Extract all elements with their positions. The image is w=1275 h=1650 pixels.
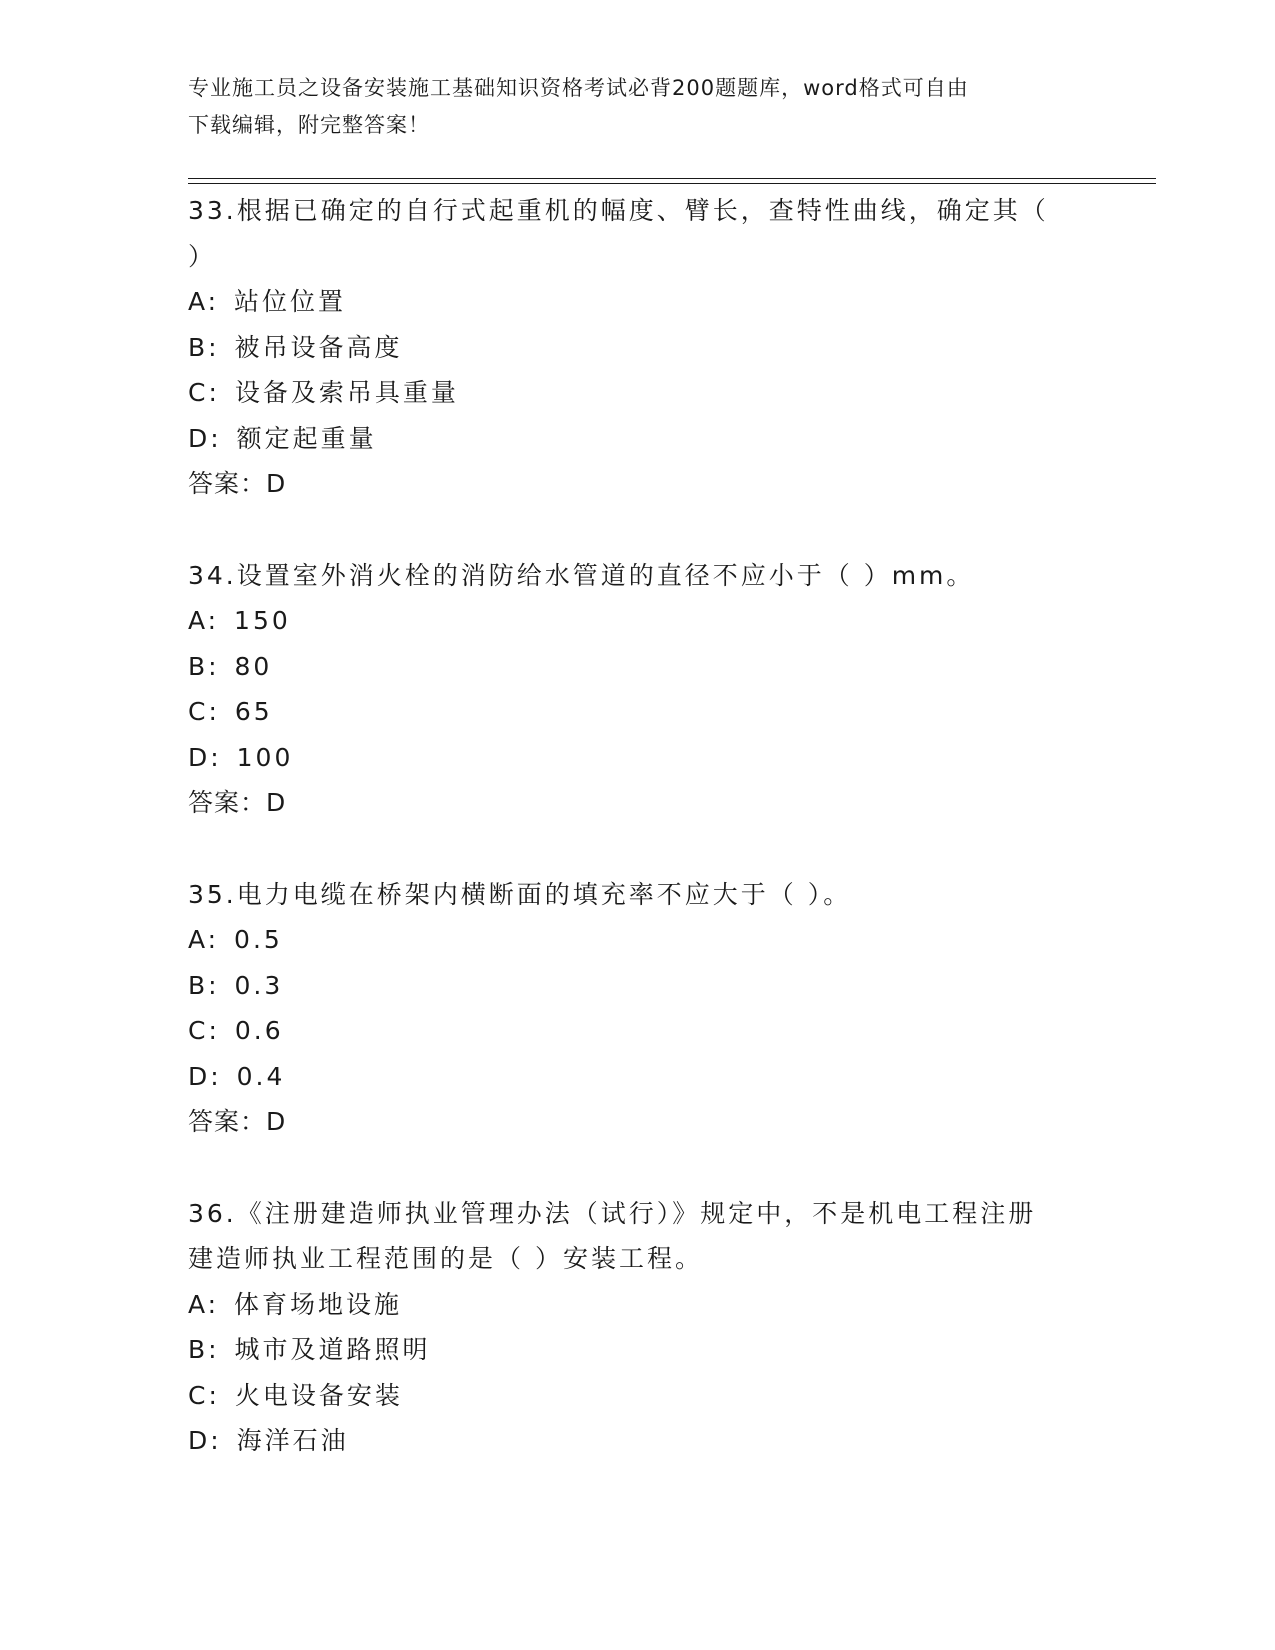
option-c [188, 370, 1088, 416]
option-letter: C: [188, 1016, 220, 1045]
option-text: 设备及索吊具重量 [234, 378, 459, 407]
answer-line: 答案：D [188, 469, 287, 498]
option-letter: B: [188, 1335, 220, 1364]
option-b [188, 644, 1088, 690]
header-line: 专业施工员之设备安装施工基础知识资格考试必背200题题库，word格式可自由 [188, 76, 969, 100]
option-d [188, 416, 1088, 462]
option-a [188, 917, 1088, 963]
question-36 [188, 1191, 1088, 1464]
question-list [188, 188, 1088, 1510]
question-stem: ） [188, 241, 217, 271]
answer-line: 答案：D [188, 788, 287, 817]
question-stem: 34.设置室外消火栓的消防给水管道的直径不应小于（ ）mm。 [188, 560, 975, 590]
option-text: 100 [236, 742, 294, 772]
question-stem: 36.《注册建造师执业管理办法（试行）》规定中，不是机电工程注册 [188, 1198, 1037, 1228]
option-text: 150 [234, 606, 291, 635]
option-a [188, 279, 1088, 325]
option-letter: A: [188, 606, 220, 635]
option-letter: B: [188, 651, 220, 681]
option-c [188, 1373, 1088, 1419]
document-header [188, 70, 1068, 144]
question-stem: 33.根据已确定的自行式起重机的幅度、臂长，查特性曲线，确定其（ [188, 196, 1049, 225]
option-d [188, 735, 1088, 781]
option-text: 被吊设备高度 [234, 332, 403, 362]
option-letter: C: [188, 1380, 220, 1410]
option-text: 城市及道路照明 [234, 1335, 431, 1364]
header-divider-bottom [188, 183, 1156, 184]
option-text: 0.3 [234, 970, 284, 1000]
option-c [188, 1008, 1088, 1054]
option-d [188, 1418, 1088, 1464]
question-stem: 建造师执业工程范围的是（ ）安装工程。 [188, 1244, 703, 1273]
answer-line: 答案：D [188, 1107, 287, 1136]
option-d [188, 1054, 1088, 1100]
option-text: 额定起重量 [236, 423, 377, 453]
option-b [188, 1327, 1088, 1373]
option-text: 65 [234, 697, 273, 726]
option-letter: C: [188, 697, 220, 726]
option-b [188, 963, 1088, 1009]
option-a [188, 1282, 1088, 1328]
option-letter: D: [188, 1426, 222, 1455]
option-a [188, 598, 1088, 644]
option-letter: A: [188, 287, 220, 316]
option-text: 火电设备安装 [234, 1380, 403, 1410]
option-letter: A: [188, 1289, 220, 1319]
question-34 [188, 553, 1088, 826]
option-text: 0.6 [234, 1016, 284, 1045]
option-letter: B: [188, 970, 220, 1000]
header-line: 下载编辑，附完整答案！ [188, 113, 430, 137]
question-33 [188, 188, 1088, 507]
option-text: 0.4 [236, 1061, 286, 1091]
option-letter: A: [188, 925, 220, 954]
option-letter: D: [188, 423, 222, 453]
header-divider-top [188, 178, 1156, 179]
option-c [188, 689, 1088, 735]
option-text: 80 [234, 651, 273, 681]
option-text: 站位位置 [234, 287, 347, 316]
option-text: 0.5 [234, 925, 283, 954]
option-text: 体育场地设施 [234, 1289, 403, 1319]
option-letter: D: [188, 742, 222, 772]
option-letter: D: [188, 1061, 222, 1091]
question-35 [188, 872, 1088, 1145]
option-letter: B: [188, 332, 220, 362]
option-b [188, 325, 1088, 371]
question-stem: 35.电力电缆在桥架内横断面的填充率不应大于（ ）。 [188, 879, 852, 909]
option-letter: C: [188, 378, 220, 407]
option-text: 海洋石油 [236, 1426, 349, 1455]
